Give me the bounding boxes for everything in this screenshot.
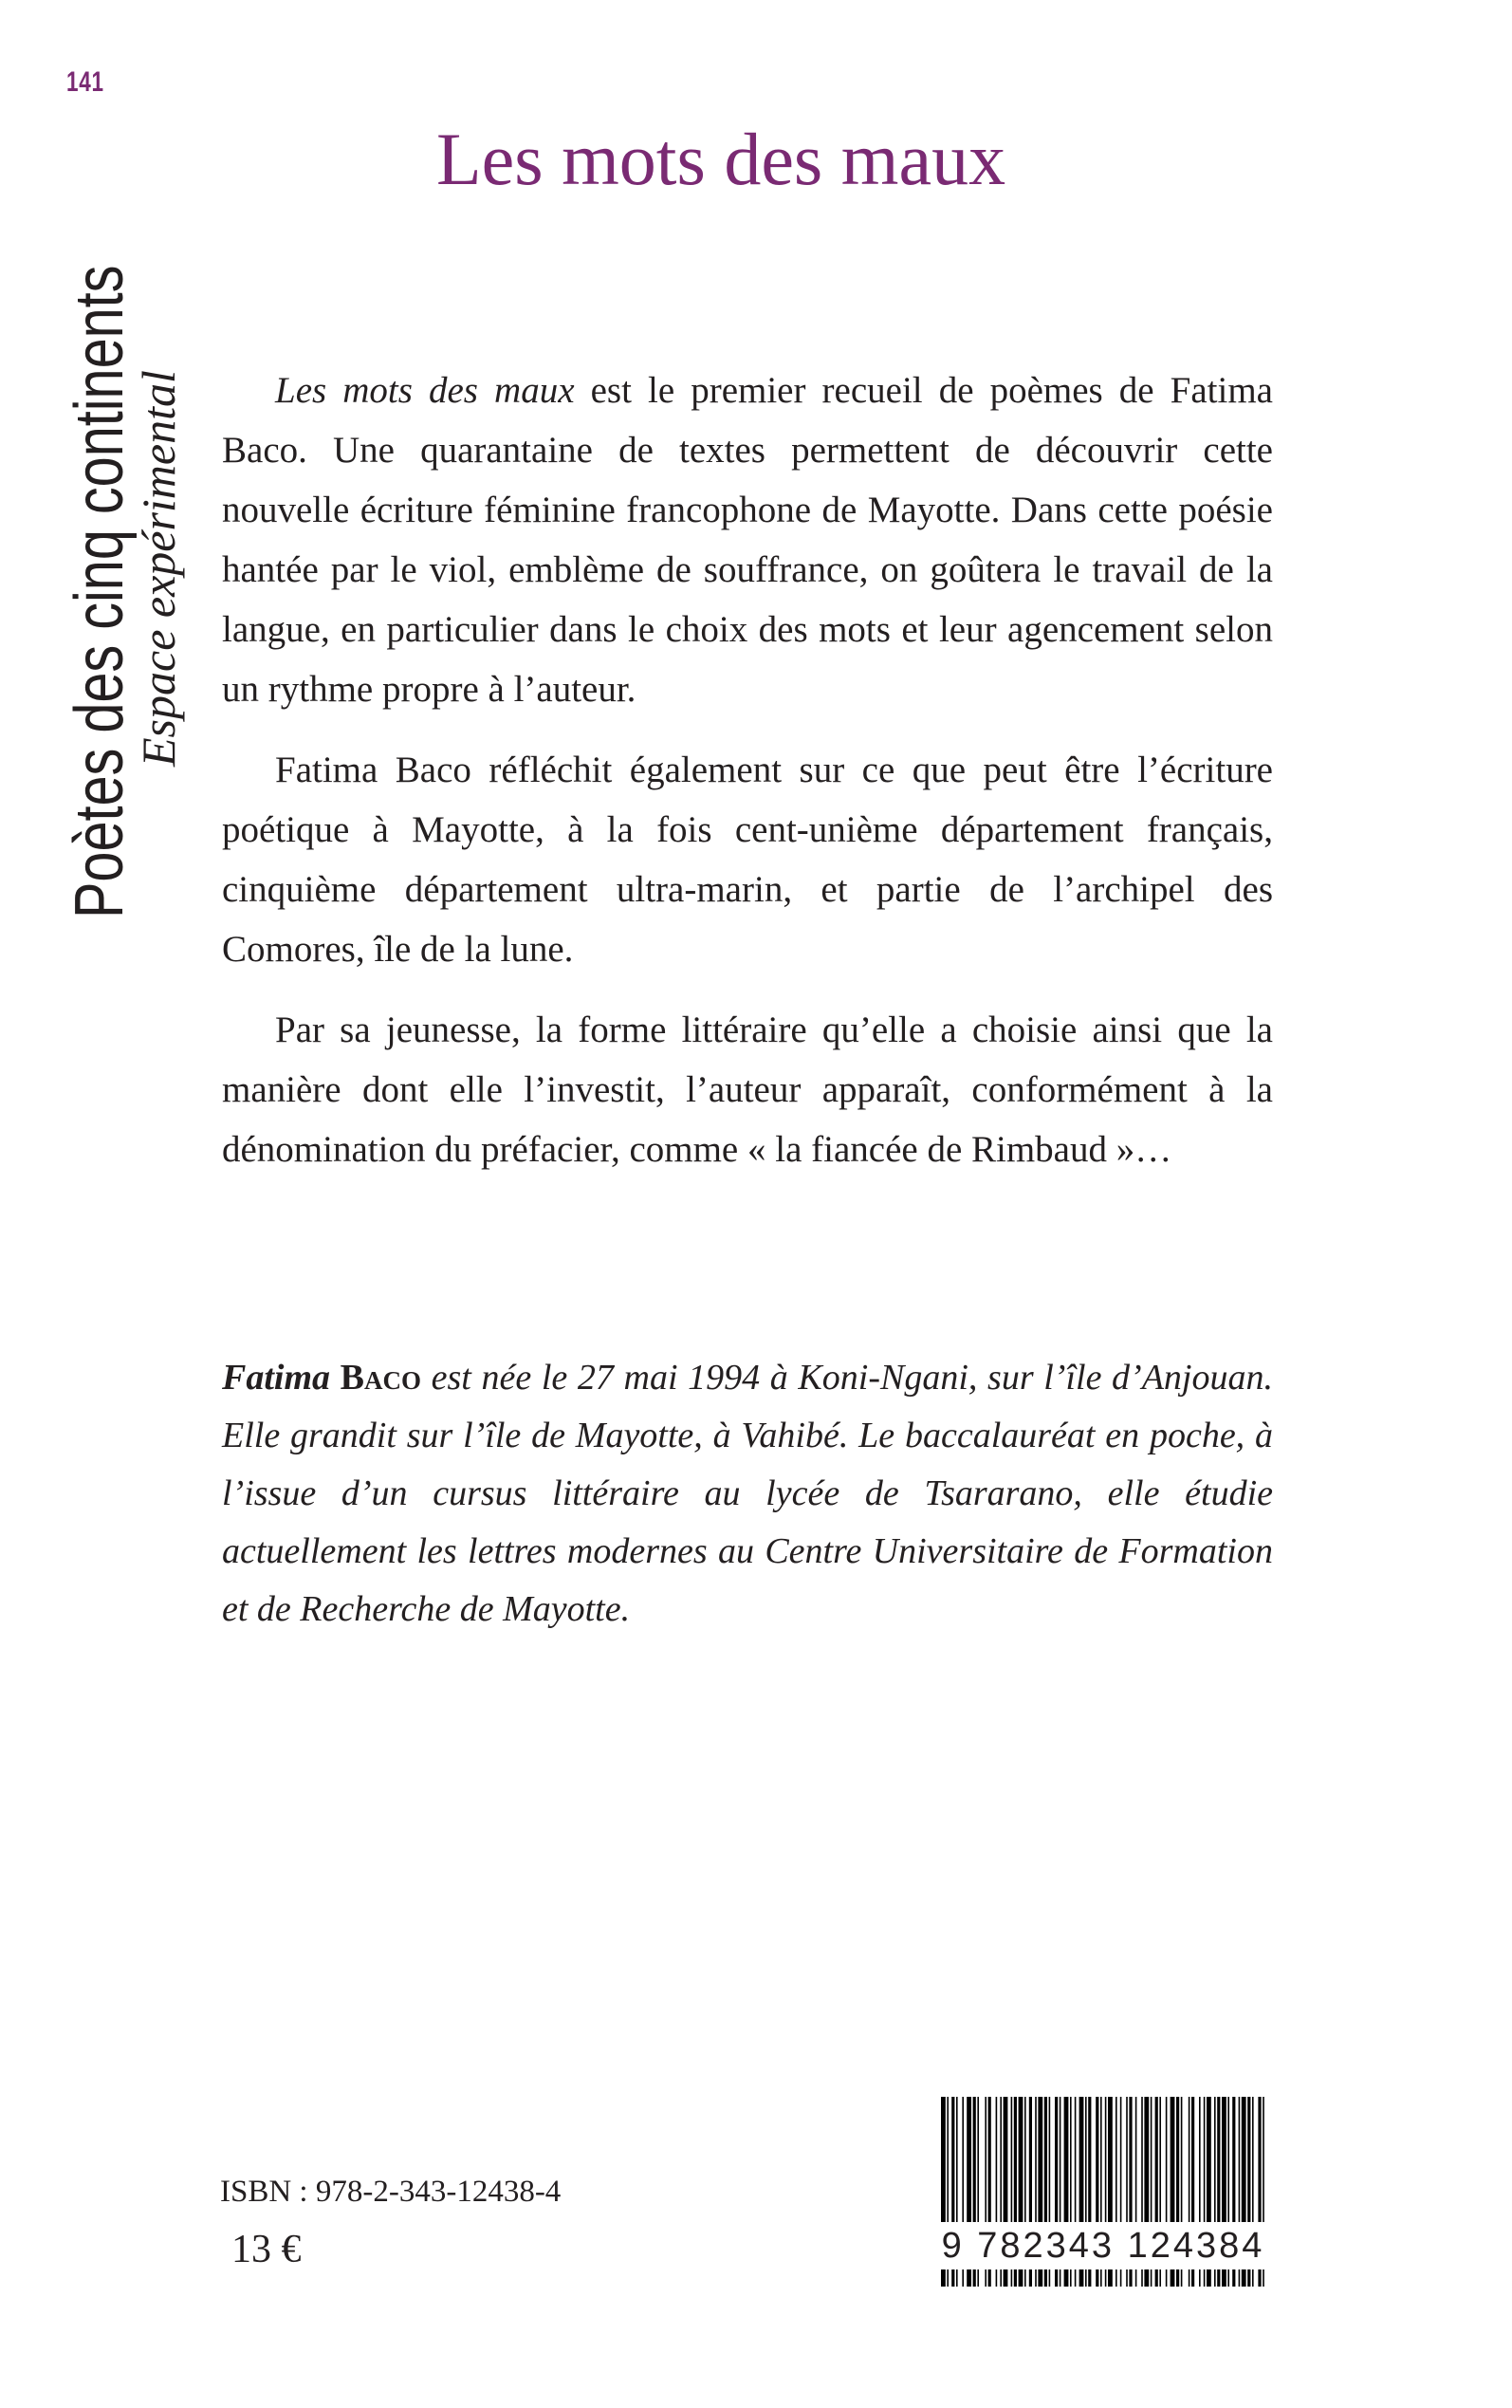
blurb-book-title: Les mots des maux: [275, 370, 575, 411]
isbn: ISBN : 978-2-343-12438-4: [220, 2175, 562, 2209]
series-spine-text: [57, 140, 218, 918]
blurb: [222, 361, 1273, 1200]
barcode-digits: 9 782343 124384: [937, 2222, 1269, 2269]
book-title: Les mots des maux: [436, 118, 1006, 200]
series-title: Poètes des cinq continents: [62, 265, 138, 918]
author-bio-text: est née le 27 mai 1994 à Koni-Ngani, sur l’île d’Anjouan. Elle grandit sur l’île de Mayotte, à Vahibé. Le baccalauréat en poche, à l’issue d’un cursus littéraire au lycée de Tsararano, elle étudie actuellement les lettres modernes au Centre Universitaire de Formation et de Recherche de Mayotte.: [222, 1358, 1273, 1629]
series-number: 141: [66, 66, 104, 98]
author-bio: [222, 1349, 1273, 1639]
author-last-name: Baco: [340, 1358, 422, 1398]
author-first-name: Fatima: [222, 1358, 341, 1398]
price: 13 €: [231, 2228, 302, 2271]
blurb-paragraph-1-text: est le premier recueil de poèmes de Fatima Baco. Une quarantaine de textes permettent de découvrir cette nouvelle écriture féminine francophone de Mayotte. Dans cette poésie hantée par le viol, emblème de souffrance, on goûtera le travail de la langue, en particulier dans le choix des mots et leur agencement selon un rythme propre à l’auteur.: [222, 370, 1273, 710]
blurb-paragraph-1: [222, 361, 1273, 719]
blurb-paragraph-3: Par sa jeunesse, la forme littéraire qu’elle a choisie ainsi que la manière dont elle l’investit, l’auteur apparaît, conformément à la dénomination du préfacier, comme « la fiancée de Rimbaud »…: [222, 1010, 1273, 1170]
series-subtitle: Espace expérimental: [132, 370, 185, 767]
blurb-paragraph-2: Fatima Baco réfléchit également sur ce que peut être l’écriture poétique à Mayotte, à la fois cent-unième département français, cinquième département ultra-marin, et partie de l’archipel des Comores, île de la lune.: [222, 750, 1273, 970]
